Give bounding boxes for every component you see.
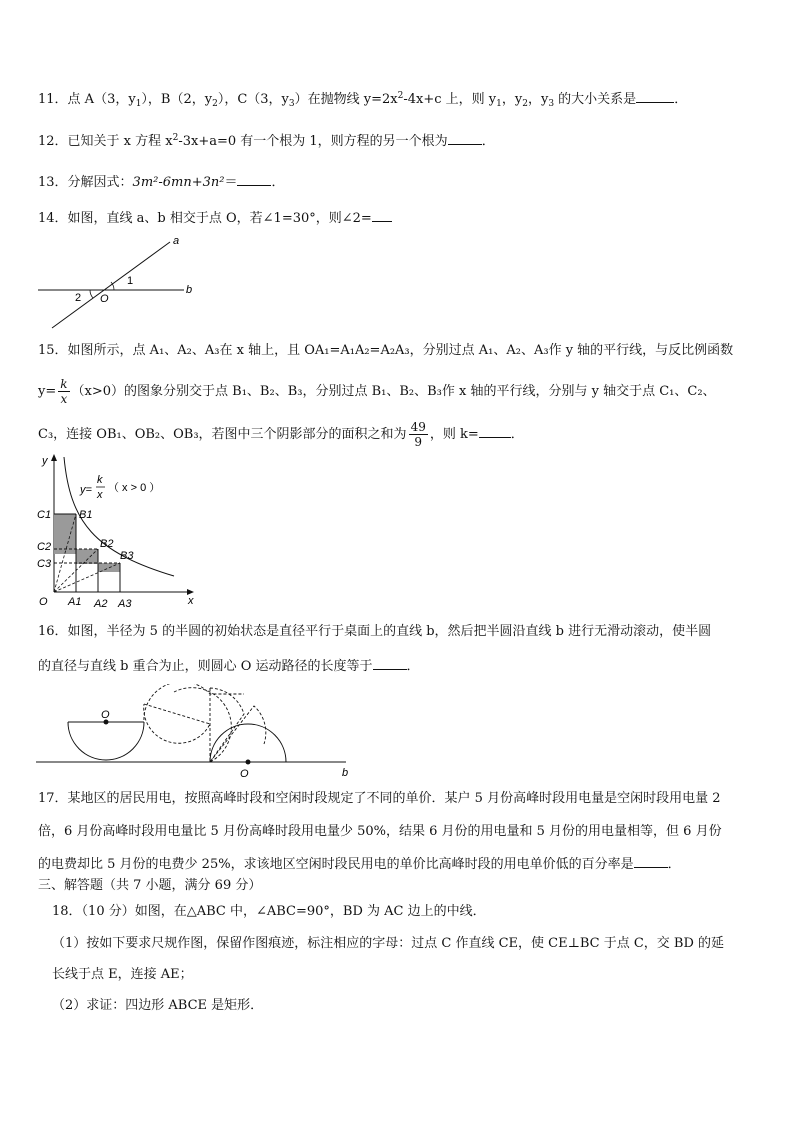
- answer-blank[interactable]: [372, 207, 392, 222]
- line-a: [52, 242, 170, 328]
- curve-label-x: x: [97, 489, 103, 501]
- figure-14-intersecting-lines: [36, 232, 206, 332]
- question-11: 11．点 A（3，$y_1$），B（2，$y_2$），C（3，$y_3$）在抛物线 $y=2x^2-4x+c$ 上，则 $y_1$，$y_2$，$y_3$ 的大小关系是 ．: [38, 88, 687, 110]
- shaded-region-1: [54, 514, 76, 554]
- question-14: 14．如图，直线 a、b 相交于点 O，若∠1=30°，则∠2=: [38, 207, 392, 229]
- question-17-line-1: 17．某地区的居民用电，按照高峰时段和空闲时段规定了不同的单价．某户 5 月份高峰时段用电量是空闲时段用电量 2: [38, 791, 721, 806]
- y-axis-arrow: [51, 454, 57, 461]
- answer-blank[interactable]: [636, 88, 674, 103]
- question-12: 12．已知关于 x 方程 $x^2-3x+a=0$ 有一个根为 1，则方程的另一个根为 ．: [38, 130, 495, 152]
- label-1: 1: [127, 275, 134, 287]
- label-o-initial: O: [101, 709, 110, 721]
- question-17-line-3: 的电费却比 5 月份的电费少 25%，求该地区空闲时段民用电的单价比高峰时段的用电单价低的百分率是 ．: [38, 853, 681, 875]
- figure-15-inverse-function: [34, 452, 204, 612]
- fraction-49-over-9: $\frac{49}{9}$: [410, 420, 426, 449]
- label-2: 2: [75, 292, 82, 304]
- label-a: a: [173, 235, 180, 247]
- question-18-part-1-line-2: 长线于点 E，连接 AE；: [52, 967, 193, 982]
- fraction-k-over-x: $\frac{k}{x}$: [60, 377, 68, 406]
- curve-label-condition: （ x > 0 ）: [108, 482, 161, 494]
- label-a3: A3: [118, 598, 132, 610]
- label-b3: B3: [120, 550, 134, 562]
- label-x: x: [188, 595, 194, 607]
- final-semicircle: [210, 724, 286, 762]
- figure-16-rolling-semicircle: [34, 684, 364, 784]
- question-16-line-1: 16．如图，半径为 5 的半圆的初始状态是直径平行于桌面上的直线 b，然后把半圆沿直线 b 进行无滑动滚动，使半圆: [38, 624, 712, 639]
- label-o: O: [39, 596, 48, 608]
- angle-2-arc: [90, 290, 93, 298]
- answer-blank[interactable]: [634, 853, 668, 868]
- question-18-part-2: （2）求证：四边形 ABCE 是矩形．: [52, 998, 264, 1013]
- question-18-line-1: 18．（10 分）如图，在△ABC 中，∠ABC=90°，BD 为 AC 边上的中线．: [52, 904, 486, 919]
- label-o-final: O: [240, 768, 249, 780]
- final-center-o: [246, 760, 251, 765]
- initial-semicircle: [68, 722, 144, 760]
- intermediate-semicircle-4: [210, 706, 266, 762]
- label-c2: C2: [37, 541, 52, 553]
- label-o: O: [100, 293, 109, 305]
- curve-label-k: k: [97, 474, 103, 486]
- shaded-region-2: [76, 549, 98, 564]
- intermediate-semicircle-2: [174, 688, 231, 762]
- question-13: 13．分解因式：3m²-6mn+3n²＝ ．: [38, 171, 285, 193]
- question-15-line-3: C₃，连接 OB₁、OB₂、OB₃，若图中三个阴影部分的面积之和为 $\frac{49}{9}$ ，则 k= ．: [38, 420, 524, 449]
- question-15-line-1: 15．如图所示，点 A₁、A₂、A₃在 x 轴上，且 OA₁=A₁A₂=A₂A₃，分别过点 A₁、A₂、A₃作 y 轴的平行线，与反比例函数: [38, 343, 734, 358]
- answer-blank[interactable]: [373, 655, 407, 670]
- question-15-line-2: y= $\frac{k}{x}$ （x>0）的图象分别交于点 B₁、B₂、B₃，分别过点 B₁、B₂、B₃作 x 轴的平行线，分别与 y 轴交于点 C₁、C₂、: [38, 377, 716, 406]
- curve-label-y: y=: [80, 484, 92, 496]
- question-16-line-2: 的直径与直线 b 重合为止，则圆心 O 运动路径的长度等于 ．: [38, 655, 420, 677]
- label-a2: A2: [94, 598, 108, 610]
- answer-blank[interactable]: [479, 423, 511, 438]
- line-ob3: [54, 563, 120, 592]
- label-c1: C1: [37, 509, 52, 521]
- answer-blank[interactable]: [237, 171, 271, 186]
- intermediate-semicircle-1: [144, 704, 210, 743]
- question-18-part-1-line-1: （1）按如下要求尺规作图，保留作图痕迹，标注相应的字母：过点 C 作直线 CE，使 CE⊥BC 于点 C，交 BD 的延: [52, 936, 725, 951]
- center-path-dashed: [106, 684, 244, 722]
- factor-expression: 3m²-6mn+3n²: [132, 175, 225, 190]
- label-b1: B1: [79, 509, 93, 521]
- label-y: y: [42, 455, 48, 467]
- question-17-line-2: 倍，6 月份高峰时段用电量比 5 月份高峰时段用电量少 50%，结果 6 月份的用电量和 5 月份的用电量相等，但 6 月份: [38, 824, 722, 839]
- answer-blank[interactable]: [448, 130, 482, 145]
- section-3-heading: 三、解答题（共 7 小题，满分 69 分）: [38, 878, 262, 893]
- label-a1: A1: [68, 596, 82, 608]
- label-b2: B2: [100, 538, 114, 550]
- label-c3: C3: [37, 558, 52, 570]
- label-b: b: [342, 767, 349, 779]
- label-b: b: [186, 284, 193, 296]
